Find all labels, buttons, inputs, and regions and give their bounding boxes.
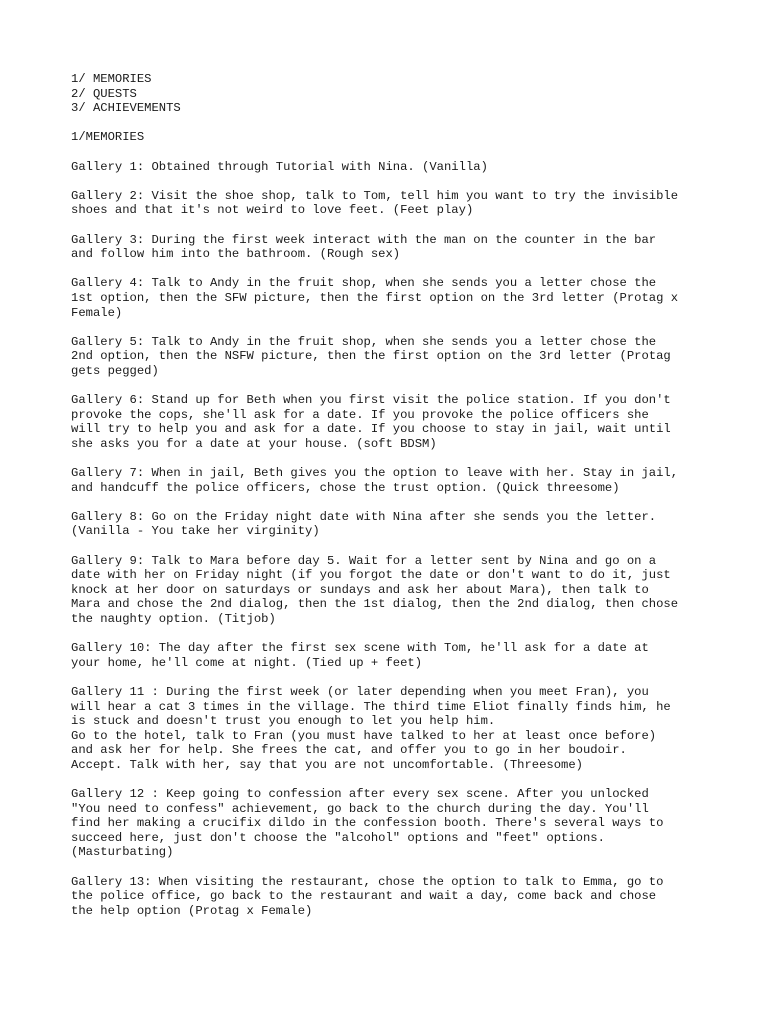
- gallery-entry-line: (Vanilla - You take her virginity): [71, 524, 320, 539]
- table-of-contents: [71, 72, 711, 116]
- section-title: 1/MEMORIES: [71, 130, 145, 145]
- gallery-entry-line: Gallery 9: Talk to Mara before day 5. Wait for a letter sent by Nina and go on a: [71, 553, 657, 568]
- gallery-entry-line: gets pegged): [71, 363, 159, 378]
- gallery-entry-line: provoke the cops, she'll ask for a date. If you provoke the police officers she: [71, 407, 649, 422]
- gallery-entry-line: Accept. Talk with her, say that you are not uncomfortable. (Threesome): [71, 757, 583, 772]
- gallery-entry-3: [71, 233, 711, 262]
- toc-item-quests: 2/ QUESTS: [71, 86, 137, 101]
- gallery-list: [71, 160, 711, 919]
- gallery-entry-line: 2nd option, then the NSFW picture, then the first option on the 3rd letter (Protag: [71, 349, 671, 364]
- gallery-entry-1: [71, 160, 711, 175]
- gallery-entry-line: the help option (Protag x Female): [71, 903, 313, 918]
- toc-item-memories: 1/ MEMORIES: [71, 72, 152, 86]
- gallery-entry-13: [71, 875, 711, 919]
- gallery-entry-line: the naughty option. (Titjob): [71, 611, 276, 626]
- gallery-entry-line: 1st option, then the SFW picture, then the first option on the 3rd letter (Protag x: [71, 290, 679, 305]
- section-heading-memories: [71, 130, 711, 145]
- toc-item-achievements: 3/ ACHIEVEMENTS: [71, 101, 181, 116]
- gallery-entry-9: [71, 554, 711, 627]
- gallery-entry-line: Gallery 3: During the first week interact with the man on the counter in the bar: [71, 232, 657, 247]
- gallery-entry-line: Gallery 2: Visit the shoe shop, talk to Tom, tell him you want to try the invisible: [71, 188, 679, 203]
- gallery-entry-line: is stuck and doesn't trust you enough to let you help him.: [71, 714, 496, 729]
- gallery-entry-line: knock at her door on saturdays or sundays and ask her about Mara), then talk to: [71, 582, 649, 597]
- gallery-entry-5: [71, 335, 711, 379]
- gallery-entry-line: Gallery 10: The day after the first sex scene with Tom, he'll ask for a date at: [71, 641, 649, 656]
- gallery-entry-line: find her making a crucifix dildo in the confession booth. There's several ways to: [71, 816, 664, 831]
- gallery-entry-line: your home, he'll come at night. (Tied up + feet): [71, 655, 423, 670]
- document-page: [71, 72, 711, 933]
- gallery-entry-line: Female): [71, 305, 123, 320]
- gallery-entry-line: will hear a cat 3 times in the village. The third time Eliot finally finds him, he: [71, 699, 671, 714]
- gallery-entry-line: Go to the hotel, talk to Fran (you must have talked to her at least once before): [71, 728, 657, 743]
- gallery-entry-line: and ask her for help. She frees the cat, and offer you to go in her boudoir.: [71, 743, 627, 758]
- gallery-entry-line: "You need to confess" achievement, go back to the church during the day. You'll: [71, 801, 649, 816]
- gallery-entry-line: will try to help you and ask for a date. If you choose to stay in jail, wait until: [71, 422, 671, 437]
- gallery-entry-7: [71, 466, 711, 495]
- gallery-entry-line: Gallery 7: When in jail, Beth gives you the option to leave with her. Stay in jail,: [71, 466, 679, 481]
- gallery-entry-line: shoes and that it's not weird to love feet. (Feet play): [71, 203, 474, 218]
- gallery-entry-8: [71, 510, 711, 539]
- gallery-entry-line: succeed here, just don't choose the "alcohol" options and "feet" options.: [71, 830, 605, 845]
- gallery-entry-line: and follow him into the bathroom. (Rough sex): [71, 247, 401, 262]
- gallery-entry-line: (Masturbating): [71, 845, 174, 860]
- gallery-entry-11: [71, 685, 711, 773]
- gallery-entry-line: Gallery 5: Talk to Andy in the fruit shop, when she sends you a letter chose the: [71, 334, 657, 349]
- gallery-entry-line: Gallery 6: Stand up for Beth when you first visit the police station. If you don't: [71, 393, 671, 408]
- gallery-entry-line: and handcuff the police officers, chose the trust option. (Quick threesome): [71, 480, 620, 495]
- gallery-entry-line: Mara and chose the 2nd dialog, then the 1st dialog, then the 2nd dialog, then chose: [71, 597, 679, 612]
- gallery-entry-4: [71, 276, 711, 320]
- gallery-entry-2: [71, 189, 711, 218]
- gallery-entry-line: the police office, go back to the restaurant and wait a day, come back and chose: [71, 889, 657, 904]
- gallery-entry-line: date with her on Friday night (if you forgot the date or don't want to do it, just: [71, 568, 671, 583]
- gallery-entry-10: [71, 641, 711, 670]
- gallery-entry-line: Gallery 13: When visiting the restaurant, chose the option to talk to Emma, go to: [71, 874, 664, 889]
- gallery-entry-12: [71, 787, 711, 860]
- gallery-entry-line: Gallery 11 : During the first week (or later depending when you meet Fran), you: [71, 684, 649, 699]
- gallery-entry-6: [71, 393, 711, 451]
- gallery-entry-line: Gallery 12 : Keep going to confession after every sex scene. After you unlocked: [71, 787, 649, 802]
- gallery-entry-line: she asks you for a date at your house. (soft BDSM): [71, 436, 437, 451]
- gallery-entry-line: Gallery 8: Go on the Friday night date with Nina after she sends you the letter.: [71, 509, 657, 524]
- gallery-entry-line: Gallery 4: Talk to Andy in the fruit shop, when she sends you a letter chose the: [71, 276, 657, 291]
- gallery-entry-line: Gallery 1: Obtained through Tutorial with Nina. (Vanilla): [71, 159, 488, 174]
